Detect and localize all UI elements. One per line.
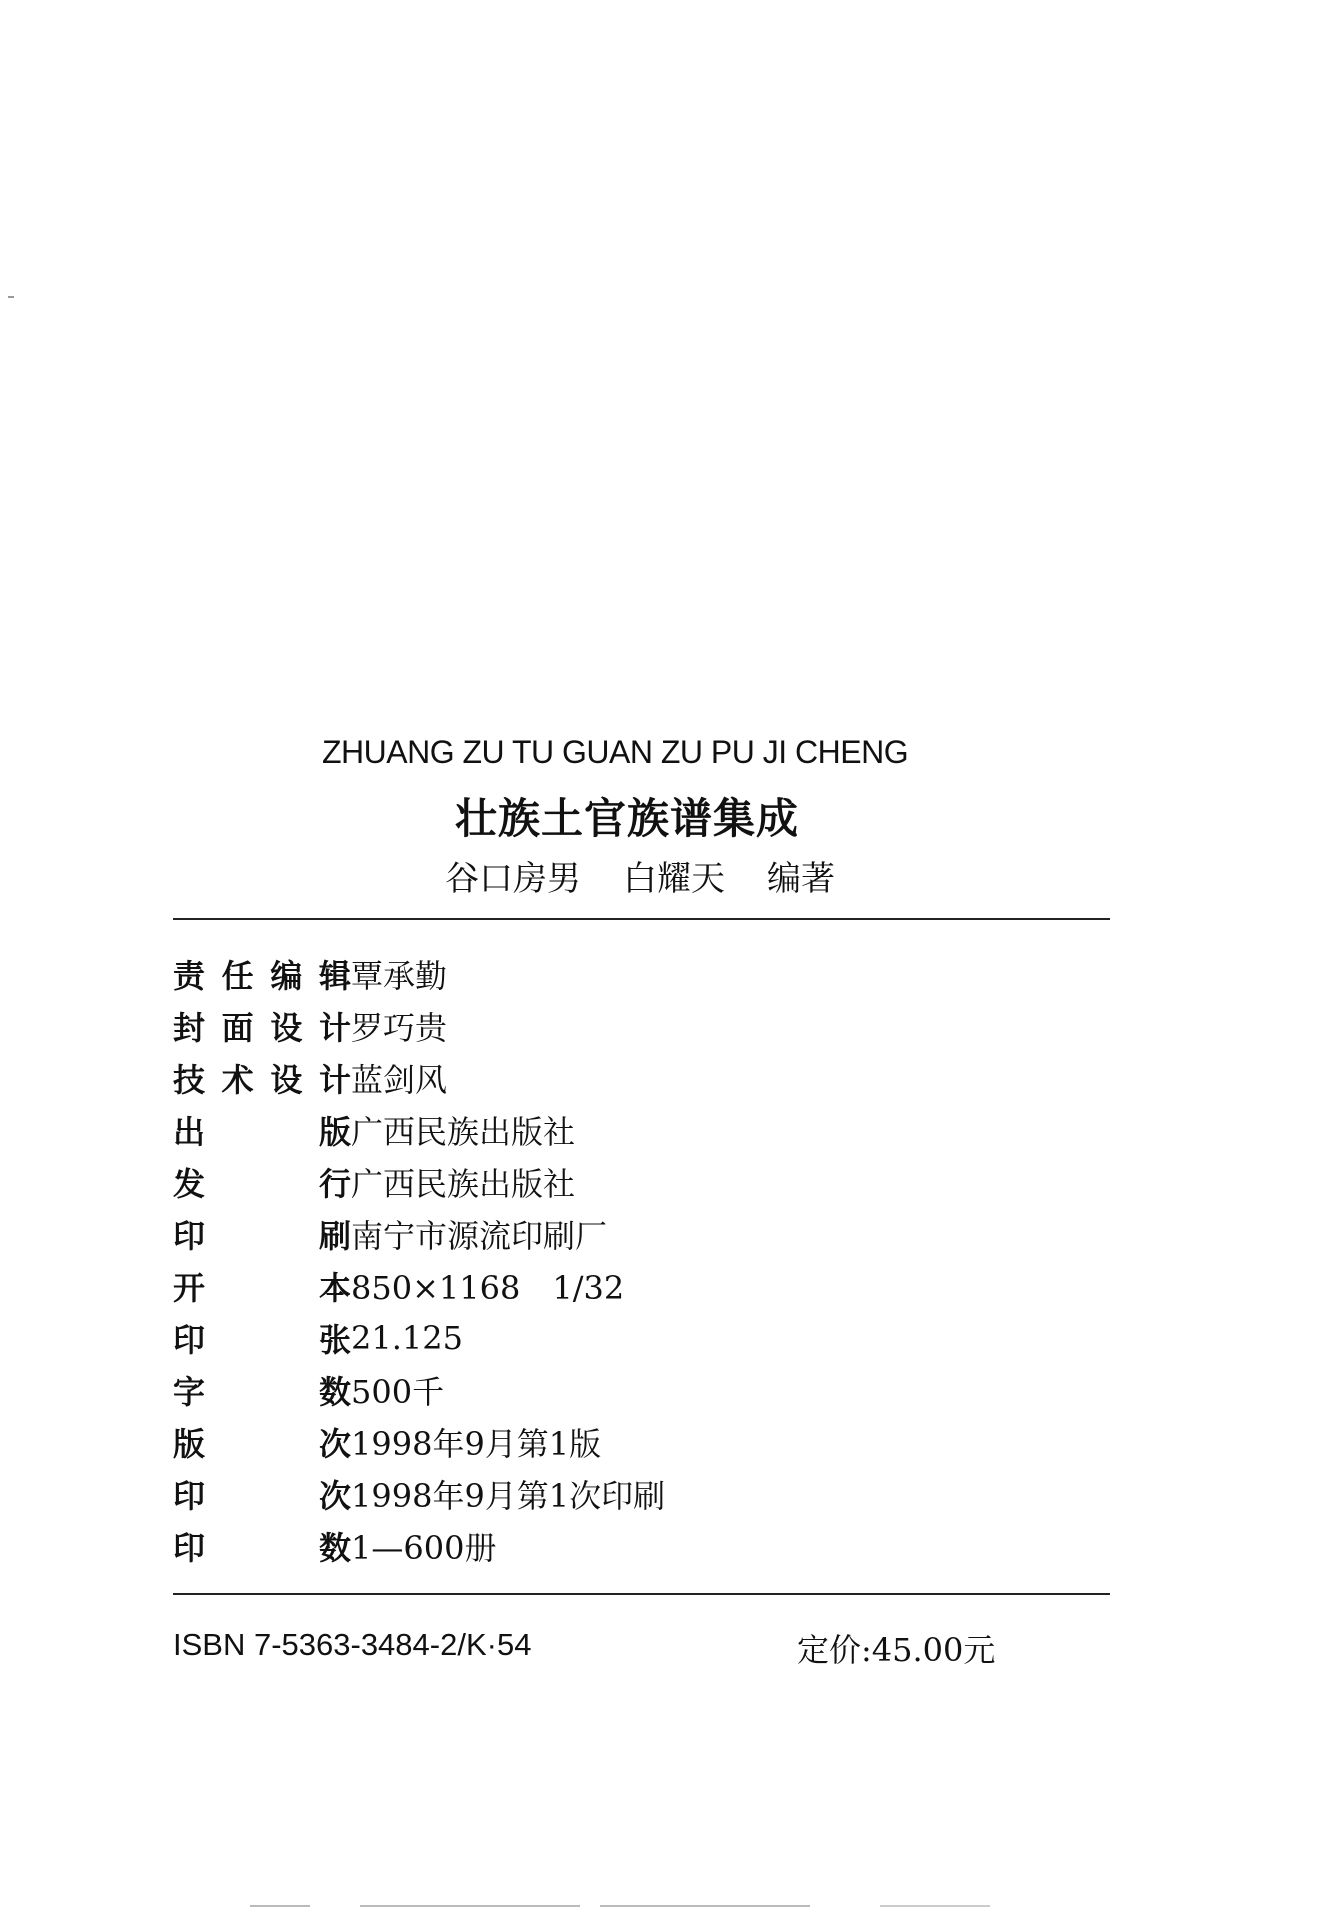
credit-label [173,1523,351,1569]
scan-speck [360,1905,580,1907]
pinyin-title: ZHUANG ZU TU GUAN ZU PU JI CHENG [322,734,909,770]
credit-label-char: 字 [173,1373,206,1411]
credit-row [173,1260,665,1312]
credit-label-char: 设 [270,1009,303,1047]
scan-speck [250,1905,310,1907]
credit-row [173,1312,665,1364]
credit-label-char: 计 [318,1061,351,1099]
credit-row [173,1104,665,1156]
credit-label-char: 张 [318,1321,351,1359]
credit-label-char: 编 [270,957,303,995]
credit-label [173,1107,351,1153]
price: 定价:45.00元 [797,1631,996,1669]
scan-speck [600,1905,810,1907]
credit-row [173,1000,665,1052]
credit-value: 850×1168 1/32 [351,1269,625,1307]
isbn: ISBN 7-5363-3484-2/K·54 [173,1627,532,1662]
credit-value: 1998年9月第1版 [351,1425,602,1463]
credit-value: 罗巧贵 [351,1009,448,1047]
credit-label [173,951,351,997]
credit-row [173,948,665,1000]
book-title: 壮族土官族谱集成 [455,794,800,843]
credit-label [173,1419,351,1465]
author-name: 白耀天 [623,859,725,899]
credit-label-char: 版 [318,1113,351,1151]
credit-label [173,1211,351,1257]
credit-label [173,1315,351,1361]
credit-label-char: 印 [173,1217,206,1255]
bottom-divider [173,1593,1110,1595]
credit-row [173,1156,665,1208]
credit-label [173,1055,351,1101]
credit-label [173,1003,351,1049]
credit-label-char: 数 [318,1529,351,1567]
credit-value: 1998年9月第1次印刷 [351,1477,666,1515]
credit-label-char: 次 [318,1477,351,1515]
credit-value: 1—600册 [351,1529,497,1567]
scan-speck [880,1905,990,1907]
author-name: 谷口房男 [445,859,581,899]
top-divider [173,918,1110,920]
credit-label-char: 技 [173,1061,206,1099]
author-role: 编著 [767,859,835,899]
credit-label [173,1471,351,1517]
credit-label [173,1159,351,1205]
credit-row [173,1416,665,1468]
credits-list [173,948,665,1572]
credit-value: 蓝剑风 [351,1061,448,1099]
credit-label-char: 封 [173,1009,206,1047]
credit-label-char: 责 [173,957,206,995]
credit-row [173,1208,665,1260]
credit-label-char: 本 [318,1269,351,1307]
credit-label-char: 出 [173,1113,206,1151]
credit-label-char: 数 [318,1373,351,1411]
credit-value: 广西民族出版社 [351,1165,576,1203]
credit-label-char: 面 [221,1009,254,1047]
credit-label [173,1263,351,1309]
credit-row [173,1364,665,1416]
authors-line [445,851,835,900]
credit-label-char: 任 [221,957,254,995]
credit-value: 覃承勤 [351,957,448,995]
credit-label [173,1367,351,1413]
credit-label-char: 刷 [318,1217,351,1255]
credit-label-char: 印 [173,1477,206,1515]
credit-row [173,1052,665,1104]
scan-speck [8,296,14,298]
credit-label-char: 印 [173,1529,206,1567]
credit-label-char: 开 [173,1269,206,1307]
credit-label-char: 次 [318,1425,351,1463]
credit-label-char: 计 [318,1009,351,1047]
credit-row [173,1520,665,1572]
credit-label-char: 设 [270,1061,303,1099]
credit-label-char: 印 [173,1321,206,1359]
credit-value: 南宁市源流印刷厂 [351,1217,608,1255]
credit-value: 广西民族出版社 [351,1113,576,1151]
credit-label-char: 辑 [318,957,351,995]
credit-label-char: 术 [221,1061,254,1099]
credit-label-char: 版 [173,1425,206,1463]
credit-value: 21.125 [351,1319,463,1357]
credit-label-char: 发 [173,1165,206,1203]
credit-label-char: 行 [318,1165,351,1203]
credit-row [173,1468,665,1520]
credit-value: 500千 [351,1373,445,1411]
